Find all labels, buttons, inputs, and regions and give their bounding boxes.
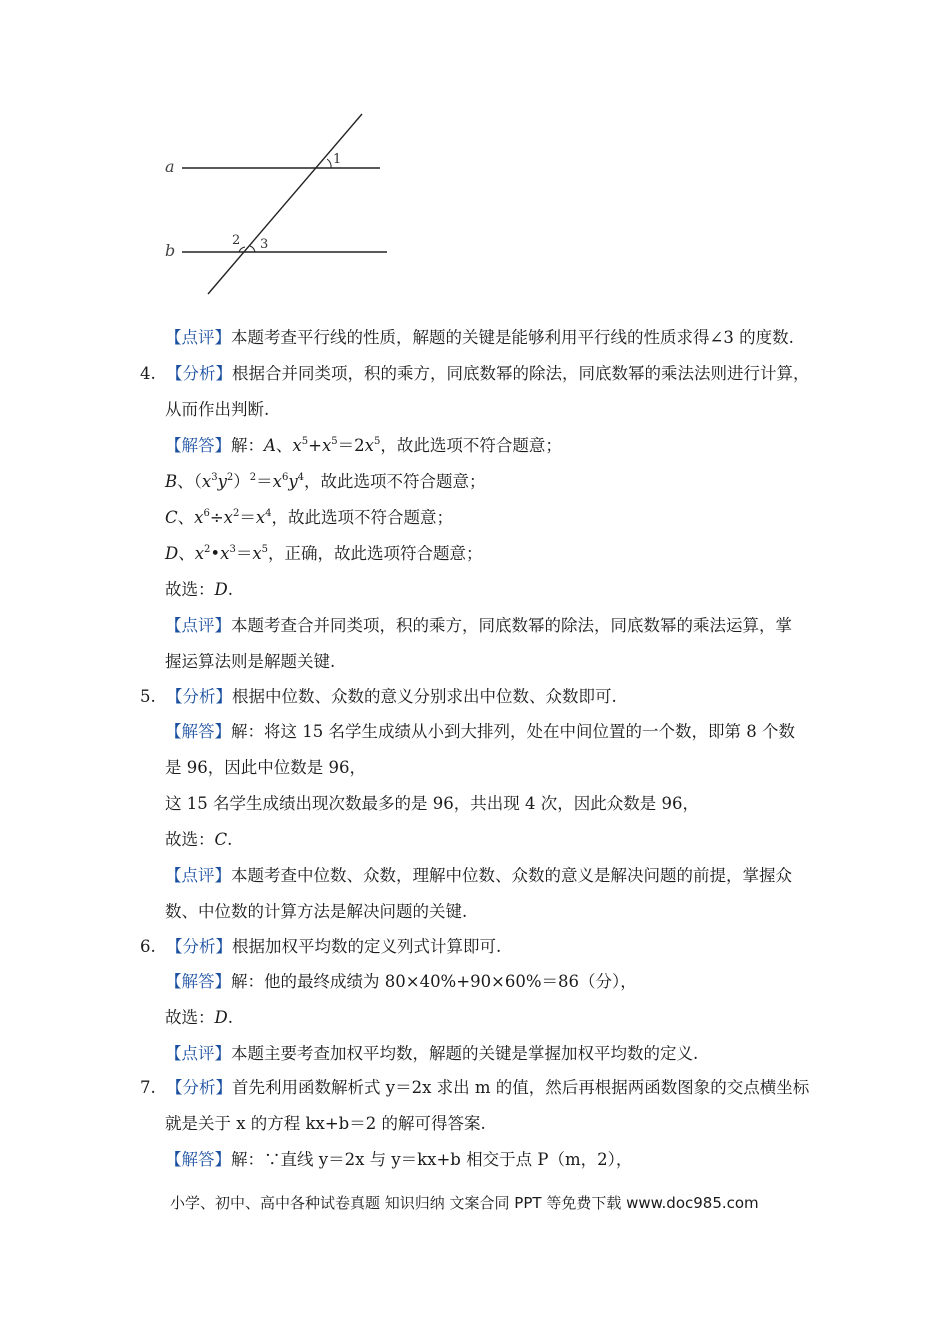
page-footer: 小学、初中、高中各种试卷真题 知识归纳 文案合同 PPT 等免费下载 www.doc985.com: [170, 1194, 759, 1212]
comment-tag: 【点评】: [165, 1044, 231, 1063]
angle-3-arc: [250, 246, 255, 252]
analysis-tag: 【分析】: [166, 364, 232, 383]
q3-comment: 【点评】本题考查平行线的性质，解题的关键是能够利用平行线的性质求得∠3 的度数.: [165, 328, 794, 347]
question-number: 5.: [140, 687, 156, 706]
q4-answer-b: B、$(x^3y^2)^2=x^6y^4$，故此选项不符合题意；: [165, 472, 486, 491]
q4-comment-line1: 【点评】本题考查合并同类项，积的乘方，同底数幂的除法，同底数幂的乘法运算，掌: [165, 616, 792, 635]
q6-analysis: 6. 【分析】根据加权平均数的定义列式计算即可.: [140, 935, 501, 959]
q6-comment: 【点评】本题主要考查加权平均数，解题的关键是掌握加权平均数的定义.: [165, 1044, 699, 1063]
q4-comment-line2: 握运算法则是解题关键.: [165, 652, 336, 671]
q6-choice: D: [214, 1008, 228, 1027]
q5-choose: 故选：C.: [165, 830, 233, 849]
label-a: a: [165, 157, 175, 176]
answer-tag: 【解答】: [165, 972, 231, 991]
question-number: 6.: [140, 937, 156, 956]
q7-analysis-line1: 7. 【分析】首先利用函数解析式 y＝2x 求出 m 的值，然后再根据两函数图象的交点横坐标: [140, 1076, 809, 1100]
q4-choice: D: [214, 580, 228, 599]
label-angle-3: 3: [260, 237, 269, 252]
q7-analysis-line2: 就是关于 x 的方程 kx+b＝2 的解可得答案.: [165, 1114, 486, 1133]
question-number: 4.: [140, 364, 156, 383]
q4-answer-a: 【解答】解：A、$x^5+x^5=2x^5$，故此选项不符合题意；: [165, 436, 562, 455]
transversal-line: [208, 114, 362, 294]
q6-choose: 故选：D.: [165, 1008, 233, 1027]
q6-answer: 【解答】解：他的最终成绩为 80×40%+90×60%＝86（分），: [165, 972, 637, 991]
comment-tag: 【点评】: [165, 866, 231, 885]
answer-tag: 【解答】: [165, 722, 231, 741]
q7-answer: 【解答】解：∵直线 y＝2x 与 y＝kx+b 相交于点 P（m，2），: [165, 1150, 633, 1169]
question-number: 7.: [140, 1078, 156, 1097]
q4-analysis-line1: 4. 【分析】根据合并同类项，积的乘方，同底数幂的除法，同底数幂的乘法法则进行计算，: [140, 362, 810, 386]
comment-tag: 【点评】: [165, 328, 231, 347]
q5-answer-line3: 这 15 名学生成绩出现次数最多的是 96，共出现 4 次，因此众数是 96，: [165, 794, 699, 813]
label-angle-2: 2: [232, 233, 241, 248]
analysis-tag: 【分析】: [166, 1078, 232, 1097]
answer-tag: 【解答】: [165, 436, 231, 455]
q5-answer-line1: 【解答】解：将这 15 名学生成绩从小到大排列，处在中间位置的一个数，即第 8 个数: [165, 722, 795, 741]
q4-analysis-line2: 从而作出判断.: [165, 400, 270, 419]
q5-analysis: 5. 【分析】根据中位数、众数的意义分别求出中位数、众数即可.: [140, 685, 617, 709]
q5-comment-line1: 【点评】本题考查中位数、众数，理解中位数、众数的意义是解决问题的前提，掌握众: [165, 866, 792, 885]
q5-choice: C: [214, 830, 228, 849]
answer-tag: 【解答】: [165, 1150, 231, 1169]
parallel-lines-figure: [150, 108, 400, 298]
label-b: b: [165, 241, 176, 260]
q4-answer-c: C、$x^6\div x^2=x^4$，故此选项不符合题意；: [165, 508, 454, 527]
q4-choose: 故选：D.: [165, 580, 233, 599]
q4-answer-d: D、$x^2•x^3=x^5$，正确，故此选项符合题意；: [165, 544, 483, 563]
analysis-tag: 【分析】: [166, 687, 232, 706]
analysis-tag: 【分析】: [166, 937, 232, 956]
q5-comment-line2: 数、中位数的计算方法是解决问题的关键.: [165, 902, 468, 921]
label-angle-1: 1: [333, 152, 342, 167]
angle-1-arc: [327, 159, 331, 168]
comment-tag: 【点评】: [165, 616, 231, 635]
q5-answer-line2: 是 96，因此中位数是 96，: [165, 758, 366, 777]
